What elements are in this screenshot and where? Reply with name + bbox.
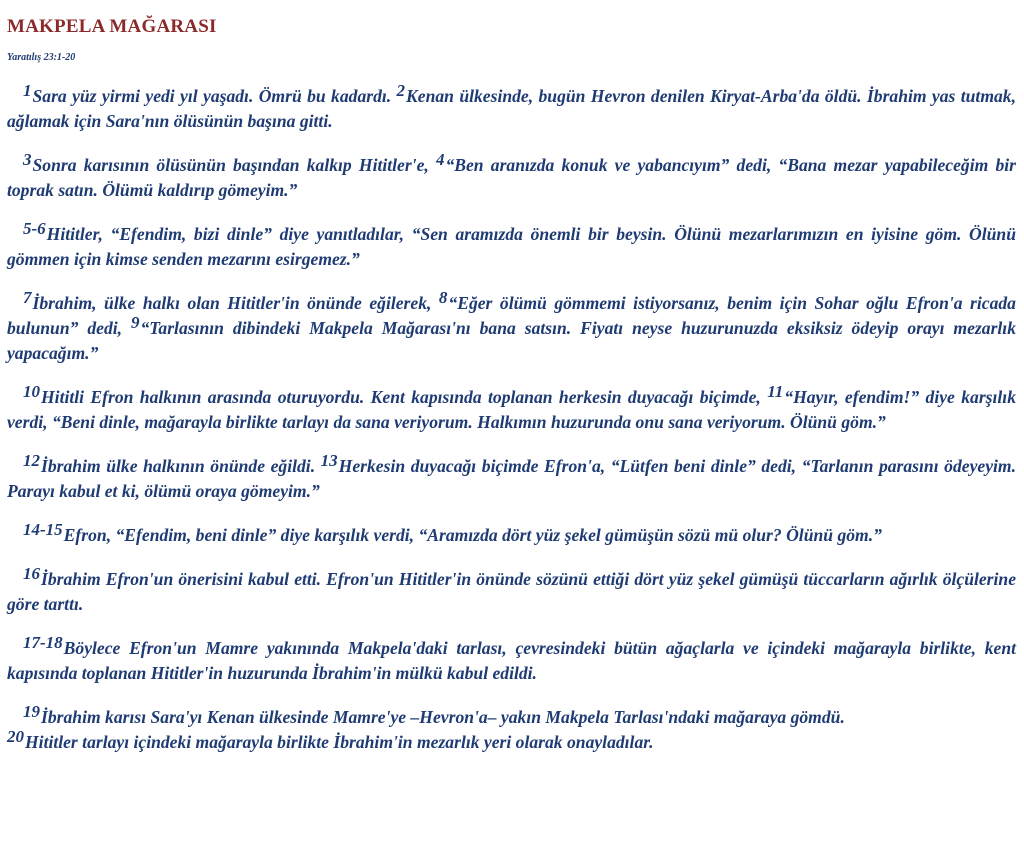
verse-text: “Ben aranızda konuk ve yabancıyım” dedi, “Bana mezar yapabileceğim bir toprak satın. Ölümü kaldırıp gömeyim.” [7, 155, 1016, 200]
verse-number: 3 [23, 150, 32, 169]
verse-number: 9 [130, 313, 140, 332]
paragraph [7, 702, 1016, 730]
verse-text: İbrahim ülke halkının önünde eğildi. [41, 456, 321, 476]
verse-text: “Tarlasının dibindeki Makpela Mağarası'nı bana satsın. Fiyatı neyse huzurunuzda eksiksiz ödeyip orayı mezarlık yapacağım.” [7, 318, 1016, 363]
verse-number: 12 [23, 451, 40, 470]
verse-text: Sara yüz yirmi yedi yıl yaşadı. Ömrü bu kadardı. [32, 86, 397, 106]
verse-text: Böylece Efron'un Mamre yakınında Makpela'daki tarlası, çevresindeki bütün ağaçlarla ve içindeki mağarayla birlikte, kent kapısında toplanan Hititler'in huzurunda İbrahim'in mülkü kabul edildi. [7, 638, 1016, 683]
verse-text: Hititler, “Efendim, bizi dinle” diye yanıtladılar, “Sen aramızda önemli bir beysin. Ölünü mezarlarımızın en iyisine göm. Ölünü gömmen için kimse senden mezarını esirgemez.” [7, 224, 1016, 269]
verse-number: 14-15 [23, 520, 63, 539]
paragraph [7, 81, 1016, 134]
verse-text: Efron, “Efendim, beni dinle” diye karşılık verdi, “Aramızda dört yüz şekel gümüşün sözü mü olur? Ölünü göm.” [63, 525, 882, 545]
paragraph [7, 451, 1016, 504]
scripture-reference: Yaratılış 23:1-20 [7, 52, 76, 63]
paragraph [7, 219, 1016, 272]
paragraph [7, 727, 1016, 755]
verse-number: 10 [23, 382, 40, 401]
verse-text: Herkesin duyacağı biçimde Efron'a, “Lütfen beni dinle” dedi, “Tarlanın parasını ödeyeyim. Parayı kabul et ki, ölümü oraya gömeyim.” [7, 456, 1016, 501]
paragraph [7, 564, 1016, 617]
verse-text: İbrahim Efron'un önerisini kabul etti. Efron'un Hititler'in önünde sözünü ettiği dört yüz şekel gümüşü tüccarların ağırlık ölçülerine göre tarttı. [7, 569, 1016, 614]
verse-number: 13 [320, 451, 338, 470]
verse-text: Sonra karısının ölüsünün başından kalkıp Hititler'e, [32, 155, 436, 175]
paragraph [7, 150, 1016, 203]
paragraph [7, 520, 1016, 548]
verse-number: 20 [7, 727, 24, 746]
verse-text: “Eğer ölümü gömmemi istiyorsanız, benim için Sohar oğlu Efron'a ricada bulunun” dedi, [7, 293, 1016, 338]
verse-number: 1 [23, 81, 32, 100]
verse-number: 17-18 [23, 633, 63, 652]
verse-text: Hititler tarlayı içindeki mağarayla birlikte İbrahim'in mezarlık yeri olarak onayladılar. [25, 732, 654, 752]
verse-text: İbrahim karısı Sara'yı Kenan ülkesinde Mamre'ye –Hevron'a– yakın Makpela Tarlası'ndaki mağaraya gömdü. [41, 707, 845, 727]
verse-number: 19 [23, 702, 40, 721]
paragraph [7, 633, 1016, 686]
verse-number: 7 [23, 288, 32, 307]
verse-number: 2 [396, 81, 406, 100]
verse-number: 4 [435, 150, 445, 169]
verse-text: “Hayır, efendim!” diye karşılık verdi, “Beni dinle, mağarayla birlikte tarlayı da sana veriyorum. Halkımın huzurunda onu sana veriyorum. Ölünü göm.” [7, 387, 1016, 432]
paragraph [7, 382, 1016, 435]
verse-number: 8 [438, 288, 448, 307]
document-page [7, 14, 1016, 774]
paragraph [7, 288, 1016, 366]
verse-text: Hititli Efron halkının arasında oturuyordu. Kent kapısında toplanan herkesin duyacağı biçimde, [41, 387, 768, 407]
verse-number: 5-6 [23, 219, 46, 238]
passage-body [7, 81, 1016, 755]
verse-number: 16 [23, 564, 40, 583]
verse-text: İbrahim, ülke halkı olan Hititler'in önünde eğilerek, [32, 293, 439, 313]
verse-text: Kenan ülkesinde, bugün Hevron denilen Kiryat-Arba'da öldü. İbrahim yas tutmak, ağlamak için Sara'nın ölüsünün başına gitti. [7, 86, 1016, 131]
verse-number: 11 [767, 382, 784, 401]
page-title: MAKPELA MAĞARASI [7, 16, 217, 37]
